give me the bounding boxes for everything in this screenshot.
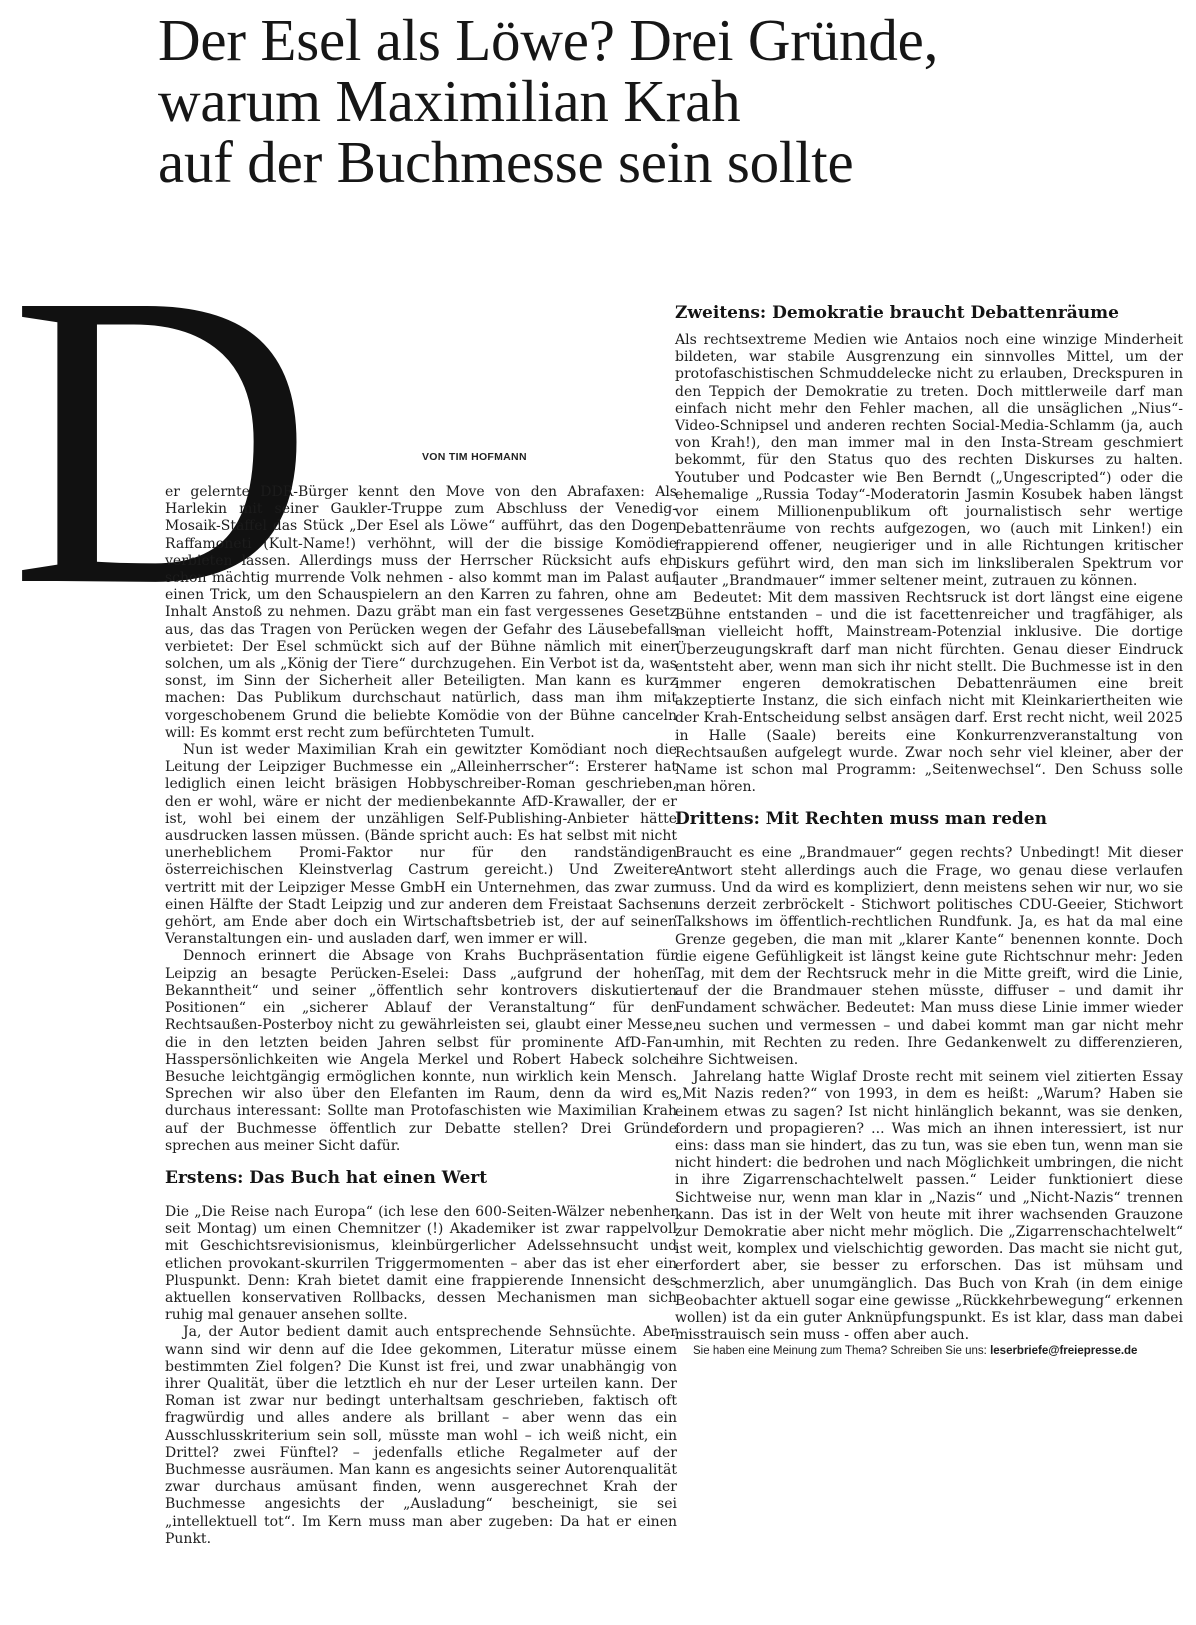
headline-line-3: auf der Buchmesse sein sollte — [158, 129, 854, 195]
paragraph: Als rechtsextreme Medien wie Antaios noch eine winzige Minderheit bildeten, war stabile Ausgrenzung ein sinnvolles Mittel, um der protofaschistischen Schmuddelecke nicht zu erlauben, Dreckspuren in den Teppich der Demokratie zu treten. Doch mittlerweile darf man einfach nicht mehr den Fehler machen, all die unsäglichen „Nius“-Video-Schnipsel und anderen rechten Social-Media-Schlamm (ja, auch von Krah!), den man immer mal in den Insta-Stream geschmiert bekommt, für den Status quo des rechten Diskurses zu halten. Youtuber und Podcaster wie Ben Berndt („Ungescripted“) oder die ehemalige „Russia Today“-Moderatorin Jasmin Kosubek haben längst vor einem Millionenpublikum oft journalistisch sehr wertige Debattenräume von rechts aufgezogen, wo (auch mit Linken!) ein frappierend offener, neugieriger und in alle Richtungen kritischer Diskurs geführt wird, den man sich im linksliberalen Spektrum vor lauter „Brandmauer“ immer seltener meint, zutrauen zu können. — [675, 332, 1183, 589]
headline-line-1: Der Esel als Löwe? Drei Gründe, — [158, 7, 939, 73]
paragraph: Ja, der Autor bedient damit auch entsprechende Sehnsüchte. Aber wann sind wir denn auf die Idee gekommen, Literatur müsse einem bestimmten Ziel folgen? Die Kunst ist frei, und zwar unabhängig von ihrer Qualität, über die letztlich eh nur der Leser urteilen kann. Der Roman ist zwar nur bedingt unterhaltsam geschrieben, faktisch oft fragwürdig und alles andere als brillant – aber wenn das ein Ausschlusskriterium sein soll, müsste man wohl – ich weiß nicht, ein Drittel? zwei Fünftel? – jedenfalls etliche Regalmeter auf der Buchmesse ausräumen. Man kann es angesichts seiner Autorenqualität zwar durchaus amüsant finden, wenn ausgerechnet Krah der Buchmesse angesichts der „Ausladung“ bescheinigt, sie sei „intellektuell tot“. Im Kern muss man aber zugeben: Da hat er einen Punkt. — [165, 1324, 677, 1547]
byline: VON TIM HOFMANN — [422, 451, 527, 463]
paragraph: Die „Die Reise nach Europa“ (ich lese den 600-Seiten-Wälzer nebenher seit Montag) um einen Chemnitzer (!) Akademiker ist zwar rappelvoll mit Geschichtsrevisionismus, kleinbürgerlicher Adelssehnsucht und etlichen provokant-skurrilen Triggermomenten – aber das ist eher ein Pluspunkt. Denn: Krah bietet damit eine frappierende Innensicht des aktuellen konservativen Rollbacks, dessen Mechanismen man sich ruhig mal genauer ansehen sollte. — [165, 1203, 677, 1324]
drop-cap: D — [10, 207, 314, 672]
section-heading-third: Drittens: Mit Rechten muss man reden — [675, 809, 1047, 830]
paragraph: Nun ist weder Maximilian Krah ein gewitzter Komödiant noch die Leitung der Leipziger Buchmesse ein „Alleinherrscher“: Ersterer hat lediglich einen leicht bräsigen Hobbyschreiber-Roman geschrieben, den er wohl, wäre er nicht der medienbekannte AfD-Krawaller, der er ist, wohl bei einem der unzähligen Self-Publishing-Anbieter hätte ausdrucken lassen müssen. (Bände spricht auch: Es hat selbst mit nicht unerheblichem Promi-Faktor nur für den randständigen österreichischen Kleinstverlag Castrum gereicht.) Und Zweitere vertritt mit der Leipziger Messe GmbH ein Unternehmen, das zwar zur einen Hälfte der Stadt Leipzig und zur anderen dem Freistaat Sachsen gehört, am Ende aber doch ein Wirtschaftsbetrieb ist, der auf seinen Veranstaltungen ein- und ausladen darf, wen immer er will. — [165, 742, 677, 948]
section-heading-first: Erstens: Das Buch hat einen Wert — [165, 1167, 488, 1188]
paragraph: Dennoch erinnert die Absage von Krahs Buchpräsentation für Leipzig an besagte Perücken-Eselei: Dass „aufgrund der hohen Bekanntheit“ und seiner „öffentlich sehr kontrovers diskutierten Positionen“ ein „sicherer Ablauf der Veranstaltung“ für den Rechtsaußen-Posterboy nicht zu gewährleisten sei, glaubt einer Messe, die in den letzten beiden Jahren selbst für prominente AfD-Fan-Hasspersönlichkeiten wie Angela Merkel und Robert Habeck solche Besuche leichtgängig ermöglichen konnte, nun wirklich kein Mensch. Sprechen wir also über den Elefanten im Raum, denn da wird es durchaus interessant: Sollte man Protofaschisten wie Maximilian Krah auf der Buchmesse öffentlich zur Debatte stellen? Drei Gründe sprechen aus meiner Sicht dafür. — [165, 948, 677, 1154]
reader-letter-prompt: Sie haben eine Meinung zum Thema? Schreiben Sie uns: — [693, 1345, 987, 1358]
paragraph: Braucht es eine „Brandmauer“ gegen rechts? Unbedingt! Mit dieser Antwort steht allerdings auch die Frage, wo genau diese verlaufen muss. Und da wird es kompliziert, denn meistens sehen wir nur, wo sie uns derzeit zerbröckelt - Stichwort politisches CDU-Geeier, Stichwort Talkshows im öffentlich-rechtlichen Rundfunk. Ja, es hat da mal eine Grenze gegeben, die man mit „klarer Kante“ benennen konnte. Doch die eigene Gefühligkeit ist längst keine gute Richtschnur mehr: Jeden Tag, mit dem der Rechtsruck mehr in die Mitte greift, wird die Linie, auf der die Brandmauer stehen müsste, diffuser – und damit ihr Fundament schwächer. Bedeutet: Man muss diese Linie immer wieder neu suchen und vermessen – und dabei kommt man gar nicht mehr umhin, mit Rechten zu reden. Ihre Gedankenwelt zu differenzieren, ihre Sichtweisen. — [675, 845, 1183, 1068]
paragraph: Bedeutet: Mit dem massiven Rechtsruck ist dort längst eine eigene Bühne entstanden – und die ist facettenreicher und tragfähiger, als man vielleicht hofft, Mainstream-Potenzial inklusive. Die dortige Überzeugungskraft darf man nicht fürchten. Genau dieser Eindruck entsteht aber, wenn man sich ihr nicht stellt. Die Buchmesse ist in den immer engeren demokratischen Debattenräumen eine breit akzeptierte Instanz, die sich einfach nicht mit Kleinkariertheiten wie der Krah-Entscheidung selbst ansägen darf. Erst recht nicht, weil 2025 in Halle (Saale) bereits eine Konkurrenzveranstaltung von Rechtsaußen aufgelegt wurde. Zwar noch sehr viel kleiner, aber der Name ist schon mal Programm: „Seitenwechsel“. Den Schuss solle man hören. — [675, 590, 1183, 796]
reader-letter-email[interactable]: leserbriefe@freiepresse.de — [990, 1345, 1138, 1358]
reader-letter-note — [675, 1344, 1183, 1358]
article-column-right — [675, 302, 1183, 1358]
headline — [158, 7, 1168, 195]
section-heading-second: Zweitens: Demokratie braucht Debattenräume — [675, 303, 1119, 323]
paragraph: Jahrelang hatte Wiglaf Droste recht mit seinem viel zitierten Essay „Mit Nazis reden?“ von 1993, in dem es heißt: „Warum? Haben sie einem etwas zu sagen? Ist nicht hinlänglich bekannt, was sie denken, fordern und propagieren? ... Was mich an ihnen interessiert, ist nur eins: dass man sie hindert, das zu tun, was sie eben tun, wenn man sie nicht hindert: die bedrohen und nach Möglichkeit umbringen, die nicht in ihre Zigarrenschachtelwelt passen.“ Leider funktioniert diese Sichtweise nur, wenn man klar in „Nazis“ und „Nicht-Nazis“ trennen kann. Das ist in der Welt von heute mit ihrer wachsenden Grauzone zur Demokratie aber nicht mehr möglich. Die „Zigarrenschachtelwelt“ ist weit, komplex und vielschichtig geworden. Das macht sie nicht gut, erfordert aber, sie besser zu erforschen. Das ist mühsam und schmerzlich, aber unumgänglich. Das Buch von Krah (in dem einige Beobachter aktuell sogar eine gewisse „Rückkehrbewegung“ erkennen wollen) ist da ein guter Anknüpfungspunkt. Es ist klar, dass man dabei misstrauisch sein muss - offen aber auch. — [675, 1069, 1183, 1344]
article-column-left — [165, 484, 677, 1548]
paragraph-intro: er gelernte DDR-Bürger kennt den Move von den Abrafaxen: Als Harlekin mit seiner Gaukler-Truppe zum Abschluss der Venedig-Mosaik-Staffel das Stück „Der Esel als Löwe“ aufführt, das den Dogen Raffamoneti (Kult-Name!) verhöhnt, will der die bissige Komödie verbieten lassen. Allerdings muss der Herrscher Rücksicht aufs eh schon mächtig murrende Volk nehmen - also kommt man im Palast auf einen Trick, um den Schauspielern an den Karren zu fahren, ohne am Inhalt Anstoß zu nehmen. Dazu gräbt man ein fast vergessenes Gesetz aus, das das Tragen von Perücken wegen der Gefahr des Läusebefalls verbietet: Der Esel schmückt sich auf der Bühne nämlich mit einer solchen, um als „König der Tiere“ durchzugehen. Ein Verbot ist da, was sonst, im Sinn der Sicherheit aller Beteiligten. Man kann es kurz machen: Das Publikum durchschaut natürlich, dass man ihm mit vorgeschobenem Grund die beliebte Komödie von der Bühne canceln will: Es kommt erst recht zum befürchteten Tumult. — [165, 484, 677, 741]
headline-line-2: warum Maximilian Krah — [158, 68, 741, 134]
